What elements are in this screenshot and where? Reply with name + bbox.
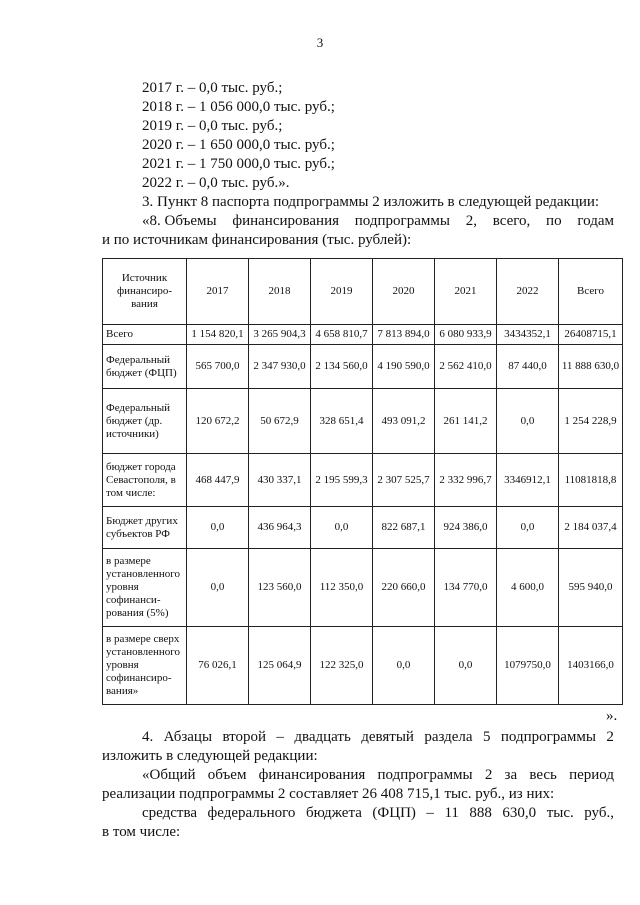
para2-word: 888: [469, 805, 492, 821]
para1-word: период: [569, 767, 614, 783]
cell-value: 123 560,0: [249, 549, 311, 627]
year-line-2021: 2021 г. – 1 750 000,0 тыс. руб.;: [142, 156, 335, 172]
para1-word: финансирования: [258, 767, 366, 783]
year-line-2019: 2019 г. – 0,0 тыс. руб.;: [142, 118, 283, 134]
cell-value: 2 332 996,7: [435, 454, 497, 507]
table-row: [103, 345, 623, 389]
header-2022: 2022: [497, 259, 559, 325]
row-label: в размере установленного уровня софинанси-рования (5%): [103, 549, 187, 627]
item4-word: 5: [482, 729, 491, 745]
cell-value: 1079750,0: [497, 627, 559, 705]
cell-value: 1403166,0: [559, 627, 623, 705]
cell-value: 0,0: [497, 507, 559, 549]
year-line-2022: 2022 г. – 0,0 тыс. руб.».: [142, 175, 290, 191]
cell-value: 120 672,2: [187, 389, 249, 454]
year-line-2017: 2017 г. – 0,0 тыс. руб.;: [142, 80, 283, 96]
para2-word: тыс.: [546, 805, 574, 821]
header-2019: 2019: [311, 259, 373, 325]
row-label: Федеральный бюджет (ФЦП): [103, 345, 187, 389]
para2-word: средства: [142, 805, 198, 821]
cell-value: 328 651,4: [311, 389, 373, 454]
cell-value: 6 080 933,9: [435, 325, 497, 345]
cell-value: 76 026,1: [187, 627, 249, 705]
cell-value: 1 154 820,1: [187, 325, 249, 345]
cell-value: 3 265 904,3: [249, 325, 311, 345]
item4-word: девятый: [361, 729, 414, 745]
cell-value: 493 091,2: [373, 389, 435, 454]
row-label: бюджет города Севастополя, в том числе:: [103, 454, 187, 507]
cell-value: 125 064,9: [249, 627, 311, 705]
para2-word: 11: [444, 805, 459, 821]
para2-line2: в том числе:: [102, 824, 181, 840]
item4-word: подпрограммы: [500, 729, 596, 745]
para2-word: 630,0: [502, 805, 537, 821]
item4-line1: [142, 729, 614, 746]
page-number: 3: [316, 35, 324, 50]
table-row: [103, 454, 623, 507]
item4-word: двадцать: [294, 729, 351, 745]
closing-quote: ».: [606, 708, 618, 724]
para1-word: за: [504, 767, 518, 783]
header-source: Источник финансиро-вания: [103, 259, 187, 325]
item4-word: раздела: [424, 729, 473, 745]
cell-value: 11 888 630,0: [559, 345, 623, 389]
table-header-row: [103, 259, 623, 325]
cell-value: 2 307 525,7: [373, 454, 435, 507]
cell-value: 924 386,0: [435, 507, 497, 549]
para1-line2: реализации подпрограммы 2 составляет 26 408 715,1 тыс. руб., из них:: [102, 786, 555, 802]
para2-word: руб.,: [584, 805, 614, 821]
cell-value: 1 254 228,9: [559, 389, 623, 454]
item3-text: 3. Пункт 8 паспорта подпрограммы 2 изложить в следующей редакции:: [142, 194, 600, 210]
cell-value: 3434352,1: [497, 325, 559, 345]
row-label: Федеральный бюджет (др. источники): [103, 389, 187, 454]
para1-word: весь: [529, 767, 557, 783]
para1-word: 2: [484, 767, 493, 783]
para1-word: подпрограммы: [377, 767, 473, 783]
cell-value: 261 141,2: [435, 389, 497, 454]
item4-word: –: [276, 729, 284, 745]
row-label: Всего: [103, 325, 187, 345]
row-label: Бюджет других субъектов РФ: [103, 507, 187, 549]
table-row: [103, 627, 623, 705]
item4-word: 4.: [142, 729, 154, 745]
cell-value: 0,0: [497, 389, 559, 454]
item4-word: 2: [606, 729, 614, 745]
cell-value: 3346912,1: [497, 454, 559, 507]
table-row: [103, 325, 623, 345]
cell-value: 0,0: [435, 627, 497, 705]
para2-word: федерального: [207, 805, 296, 821]
item8-word: 2,: [465, 213, 477, 229]
cell-value: 2 184 037,4: [559, 507, 623, 549]
header-2020: 2020: [373, 259, 435, 325]
cell-value: 7 813 894,0: [373, 325, 435, 345]
para1-word: «Общий: [142, 767, 196, 783]
cell-value: 4 600,0: [497, 549, 559, 627]
item8-word: по: [546, 213, 562, 229]
header-2017: 2017: [187, 259, 249, 325]
cell-value: 565 700,0: [187, 345, 249, 389]
cell-value: 87 440,0: [497, 345, 559, 389]
header-2018: 2018: [249, 259, 311, 325]
header-2021: 2021: [435, 259, 497, 325]
cell-value: 122 325,0: [311, 627, 373, 705]
item4-line2: изложить в следующей редакции:: [102, 748, 318, 764]
item4-word: второй: [222, 729, 267, 745]
cell-value: 436 964,3: [249, 507, 311, 549]
cell-value: 4 658 810,7: [311, 325, 373, 345]
cell-value: 2 195 599,3: [311, 454, 373, 507]
cell-value: 2 562 410,0: [435, 345, 497, 389]
para2-word: (ФЦП): [372, 805, 416, 821]
year-line-2018: 2018 г. – 1 056 000,0 тыс. руб.;: [142, 99, 335, 115]
para2-line1: [142, 805, 614, 822]
para1-word: объем: [207, 767, 247, 783]
item8-line2: и по источникам финансирования (тыс. рублей):: [102, 232, 412, 248]
cell-value: 134 770,0: [435, 549, 497, 627]
item4-word: Абзацы: [163, 729, 213, 745]
item8-line1: [142, 213, 614, 230]
cell-value: 220 660,0: [373, 549, 435, 627]
table-row: [103, 389, 623, 454]
item8-word: всего,: [492, 213, 531, 229]
cell-value: 0,0: [187, 507, 249, 549]
cell-value: 4 190 590,0: [373, 345, 435, 389]
para2-word: –: [426, 805, 434, 821]
cell-value: 0,0: [311, 507, 373, 549]
item8-word: подпрограммы: [354, 213, 450, 229]
year-line-2020: 2020 г. – 1 650 000,0 тыс. руб.;: [142, 137, 335, 153]
cell-value: 50 672,9: [249, 389, 311, 454]
cell-value: 430 337,1: [249, 454, 311, 507]
item8-word: «8. Объемы: [142, 213, 217, 229]
cell-value: 112 350,0: [311, 549, 373, 627]
header-total: Всего: [559, 259, 623, 325]
para2-word: бюджета: [305, 805, 362, 821]
item8-word: финансирования: [232, 213, 339, 229]
cell-value: 2 347 930,0: [249, 345, 311, 389]
row-label: в размере сверх установленного уровня софинансиро-вания»: [103, 627, 187, 705]
financing-table: [102, 258, 623, 705]
cell-value: 0,0: [187, 549, 249, 627]
cell-value: 468 447,9: [187, 454, 249, 507]
cell-value: 26408715,1: [559, 325, 623, 345]
item8-word: годам: [577, 213, 614, 229]
cell-value: 595 940,0: [559, 549, 623, 627]
cell-value: 11081818,8: [559, 454, 623, 507]
cell-value: 822 687,1: [373, 507, 435, 549]
para1-line1: [142, 767, 614, 784]
table-row: [103, 507, 623, 549]
table-row: [103, 549, 623, 627]
cell-value: 0,0: [373, 627, 435, 705]
cell-value: 2 134 560,0: [311, 345, 373, 389]
